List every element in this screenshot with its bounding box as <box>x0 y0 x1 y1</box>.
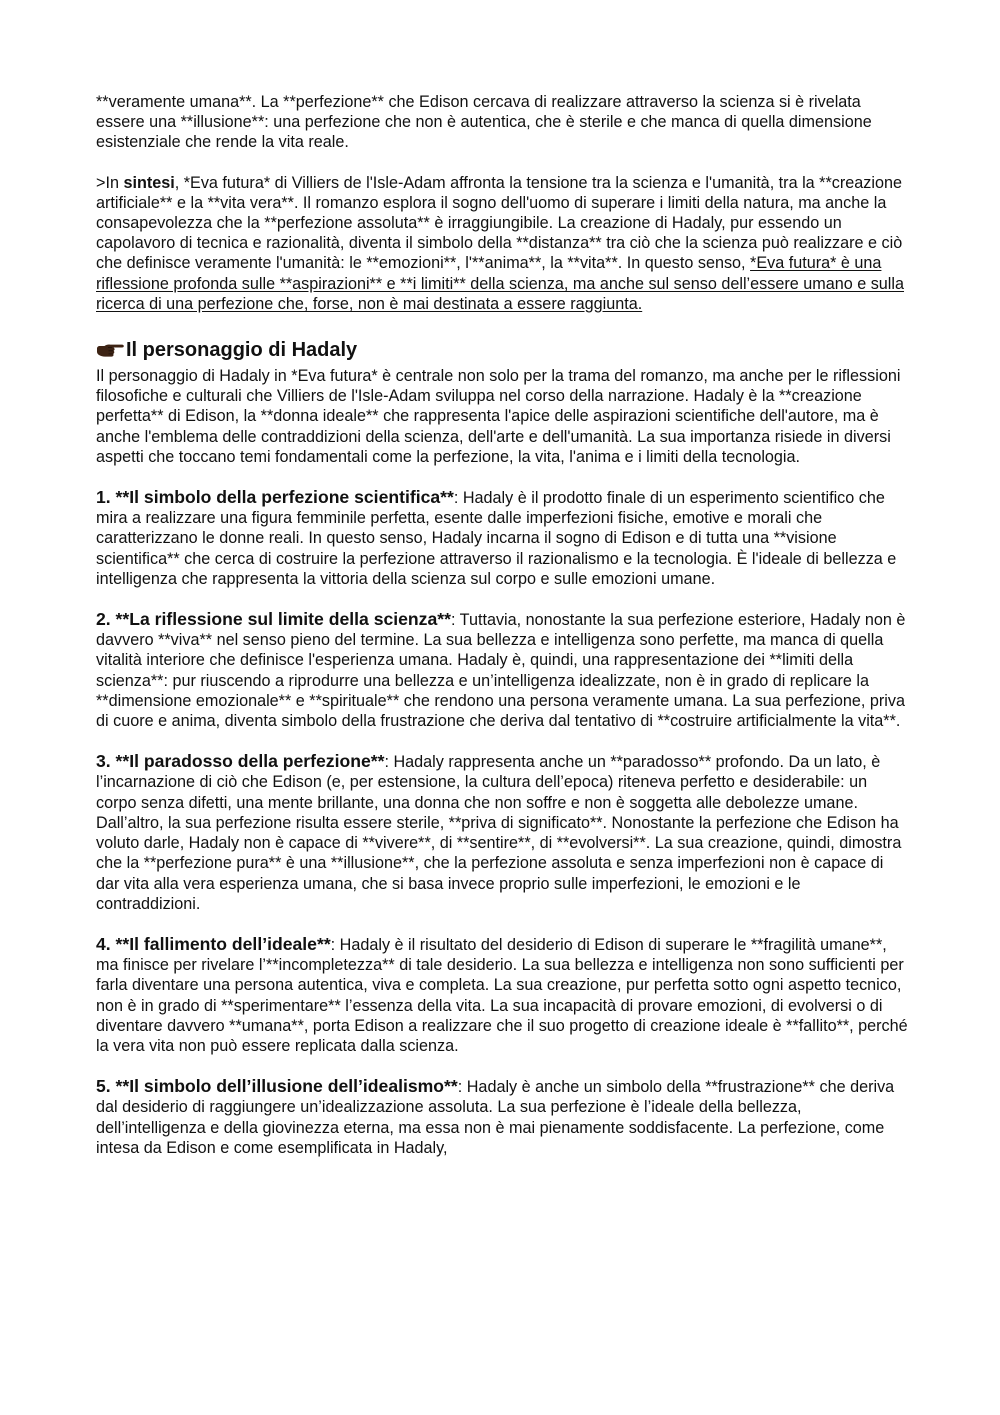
list-item-text: : Hadaly è anche un simbolo della **frustrazione** che deriva dal desiderio di raggiungere un’idealizzazione assoluta. La sua perfezione è l’ideale della bellezza, dell’intelligenza e della giovinezza eterna, ma essa non è mai pienamente soddisfacente. La perfezione, come intesa da Edison e come esemplificata in Hadaly, <box>96 1078 895 1157</box>
summary-underlined-text: *Eva futura* è una riflessione profonda sulle **aspirazioni** e **i limiti** della scienza, ma anche sul senso dell’essere umano e sulla ricerca di una perfezione che, forse, non è mai destinata a essere raggiunta. <box>96 254 905 313</box>
list-item-title: 4. **Il fallimento dell’ideale** <box>96 933 331 954</box>
list-item-text: : Tuttavia, nonostante la sua perfezione esteriore, Hadaly non è davvero **viva** nel senso pieno del termine. La sua bellezza e intelligenza sono perfette, ma manca di quella vitalità interiore che definisce l'esperienza umana. Hadaly è, quindi, una rappresentazione dei **limiti della scienza**: pur riuscendo a riprodurre una bellezza e un’intelligenza idealizzate, non è in grado di replicare la **dimensione emozionale** e **spirituale** che rendono una persona veramente umana. La sua perfezione, priva di cuore e anima, diventa simbolo della frustrazione che deriva dal tentativo di **costruire artificialmente la vita**. <box>96 611 906 731</box>
list-item-text: : Hadaly rappresenta anche un **paradosso** profondo. Da un lato, è l’incarnazione di ciò che Edison (e, per estensione, la cultura dell’epoca) riteneva perfetto e desiderabile: un corpo senza difetti, una mente brillante, una donna che non soffre e non è soggetta alle debolezze umane. Dall’altro, la sua perfezione risulta essere sterile, **priva di significato**. Nonostante la perfezione che Edison ha voluto darle, Hadaly non è capace di **vivere**, di **sentire**, di **evolversi**. La sua creazione, quindi, dimostra che la **perfezione pura** è una **illusione**, che la perfezione assoluta e senza imperfezioni non è capace di dar vita alla vera esperienza umana, che si basa invece proprio sulle imperfezioni, le emozioni e le contraddizioni. <box>96 753 902 913</box>
section-heading <box>96 336 908 364</box>
list-item-5 <box>96 1076 908 1158</box>
list-item-title: 1. **Il simbolo della perfezione scientifica** <box>96 487 454 508</box>
list-item-3 <box>96 751 908 914</box>
list-item-text: : Hadaly è il prodotto finale di un esperimento scientifico che mira a realizzare una figura femminile perfetta, esente dalle imperfezioni fisiche, emotive e morali che caratterizzano le donne reali. In questo senso, Hadaly incarna il sogno di Edison e di tutta una **visione scientifica** che cerca di costruire la perfezione attraverso il razionalismo e la tecnologia. È l'ideale di bellezza e intelligenza che rappresenta la vittoria della scienza sul corpo e sulle emozioni umane. <box>96 489 897 588</box>
list-item-4 <box>96 934 908 1056</box>
intro-paragraph: **veramente umana**. La **perfezione** che Edison cercava di realizzare attraverso la scienza si è rivelata essere una **illusione**: una perfezione che non è autentica, che è sterile e che manca di quella dimensione esistenziale che rende la vita reale. <box>96 93 872 152</box>
document-page <box>96 92 908 1158</box>
list-item-title: 5. **Il simbolo dell’illusione dell’idealismo** <box>96 1076 458 1097</box>
section-intro-paragraph: Il personaggio di Hadaly in *Eva futura* è centrale non solo per la trama del romanzo, ma anche per le riflessioni filosofiche e culturali che Villiers de l'Isle-Adam sviluppa nel corso della narrazione. Hadaly è la **creazione perfetta** di Edison, la **donna ideale** che rappresenta l'apice delle aspirazioni scientifiche dell'autore, ma è anche l'emblema delle contraddizioni della scienza, dell'arte e dell'umanità. La sua importanza risiede in diversi aspetti che toccano temi fondamentali come la perfezione, la vita, l'anima e i limiti della tecnologia. <box>96 367 901 466</box>
list-item-2 <box>96 609 908 731</box>
summary-text: , *Eva futura* di Villiers de l'Isle-Adam affronta la tensione tra la scienza e l'umanità, tra la **creazione artificiale** e la **vita vera**. Il romanzo esplora il sogno dell'uomo di superare i limiti della natura, ma anche la consapevolezza che la **perfezione assoluta** è irraggiungibile. La creazione di Hadaly, pur essendo un capolavoro di tecnica e razionalità, diventa il simbolo della **distanza** tra ciò che la scienza può realizzare e ciò che definisce veramente l'umanità: le **emozioni**, l'**anima**, la **vita**. In questo senso, <box>96 173 903 273</box>
summary-bold: sintesi <box>123 173 175 192</box>
list-item-1 <box>96 487 908 589</box>
summary-paragraph <box>96 173 908 314</box>
list-item-title: 2. **La riflessione sul limite della scienza** <box>96 609 451 630</box>
list-item-title: 3. **Il paradosso della perfezione** <box>96 751 385 772</box>
list-item-text: : Hadaly è il risultato del desiderio di Edison di superare le **fragilità umane**, ma finisce per rivelare l’**incompletezza** di tale desiderio. La sua bellezza e intelligenza non sono sufficienti per farla diventare una persona autentica, viva e completa. La sua creazione, pur perfetta sotto ogni aspetto tecnico, non è in grado di **sperimentare** l’essenza della vita. La sua incapacità di provare emozioni, di evolversi o di diventare davvero **umana**, porta Edison a realizzare che il suo progetto di creazione ideale è **fallito**, perché la vera vita non può essere replicata dalla scienza. <box>96 935 908 1055</box>
section-title: Il personaggio di Hadaly <box>126 339 358 362</box>
summary-prefix: >In <box>96 173 124 192</box>
pointing-hand-icon <box>96 341 124 359</box>
